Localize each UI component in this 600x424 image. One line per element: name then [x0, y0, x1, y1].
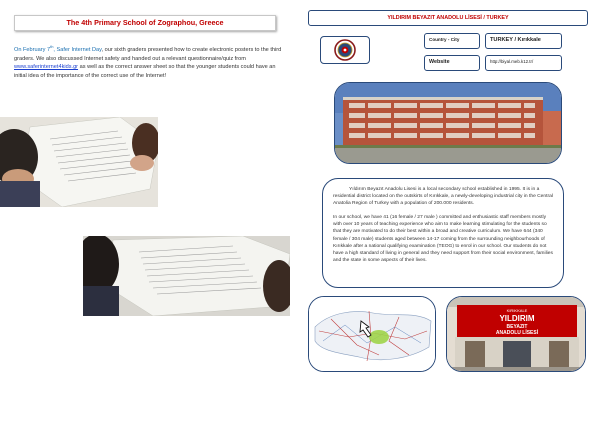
intro-text-2: as well as the correct answer sheet so that the younger students could have an initial idea of the importance of the correct use of the Internet!: [14, 64, 276, 79]
partner-school-title: YILDIRIM BEYAZIT ANADOLU LİSESİ / TURKEY: [308, 10, 588, 26]
description-paragraph-1: Yıldırım Beyazıt Anadolu Lisesi is a local secondary school established in 1995. It is in a residential district located on the outskirts of Kırıkkale, a newly-developing industrial city in the Central Anatolia Region of Turkey with a population of 200.000 residents.: [333, 187, 553, 207]
school-logo-box: [320, 36, 370, 64]
intro-date: On February 7th, Safer Internet Day: [14, 44, 102, 53]
school-description: [322, 178, 564, 288]
sign-line-1: KIRIKKALE: [506, 308, 528, 313]
country-city-label: Country - City: [424, 33, 480, 49]
sign-line-2: YILDIRIM: [499, 314, 535, 323]
intro-paragraph: [14, 46, 286, 80]
country-city-value: TURKEY / Kırıkkale: [485, 33, 562, 49]
school-building-photo: [334, 82, 562, 164]
school-title: The 4th Primary School of Zographou, Greece: [14, 15, 276, 31]
website-label: Website: [424, 55, 480, 71]
students-photo-top: [0, 117, 158, 207]
sign-line-4: ANADOLU LİSESİ: [495, 330, 539, 336]
saferinternet-link[interactable]: www.saferinternet4kids.gr: [14, 64, 79, 71]
sign-line-3: BEYAZIT: [506, 324, 528, 330]
location-map: [308, 296, 436, 372]
school-sign-photo: [446, 296, 586, 372]
intro-text-1: , our sixth graders presented how to create electronic posters to the third graders. We also discussed Internet safety and handed out a relevant questionnaire/quiz from: [14, 47, 282, 62]
website-value[interactable]: http://biyal.meb.k12.tr/: [485, 55, 562, 71]
description-paragraph-2: In our school, we have 41 (16 female / 27 male ) committed and enthusiastic staff members mostly with over 10 years of teaching experience who aim to make learning stimulating for the students so that they are motivated to do their best within a broad and creative curriculum. We have 644 (340 female / 304 male) students aged between 14-17 coming from the surrounding neighbourhoods of Kırıkkale after a national qualifying examination (TEOG) to enrol in our school. Our students do not have a high standard of living in general and they need support from their social environment, families and the state in some aspects of their lives.: [333, 215, 553, 263]
school-logo-icon: [321, 37, 369, 63]
students-photo-bottom: [83, 236, 290, 316]
